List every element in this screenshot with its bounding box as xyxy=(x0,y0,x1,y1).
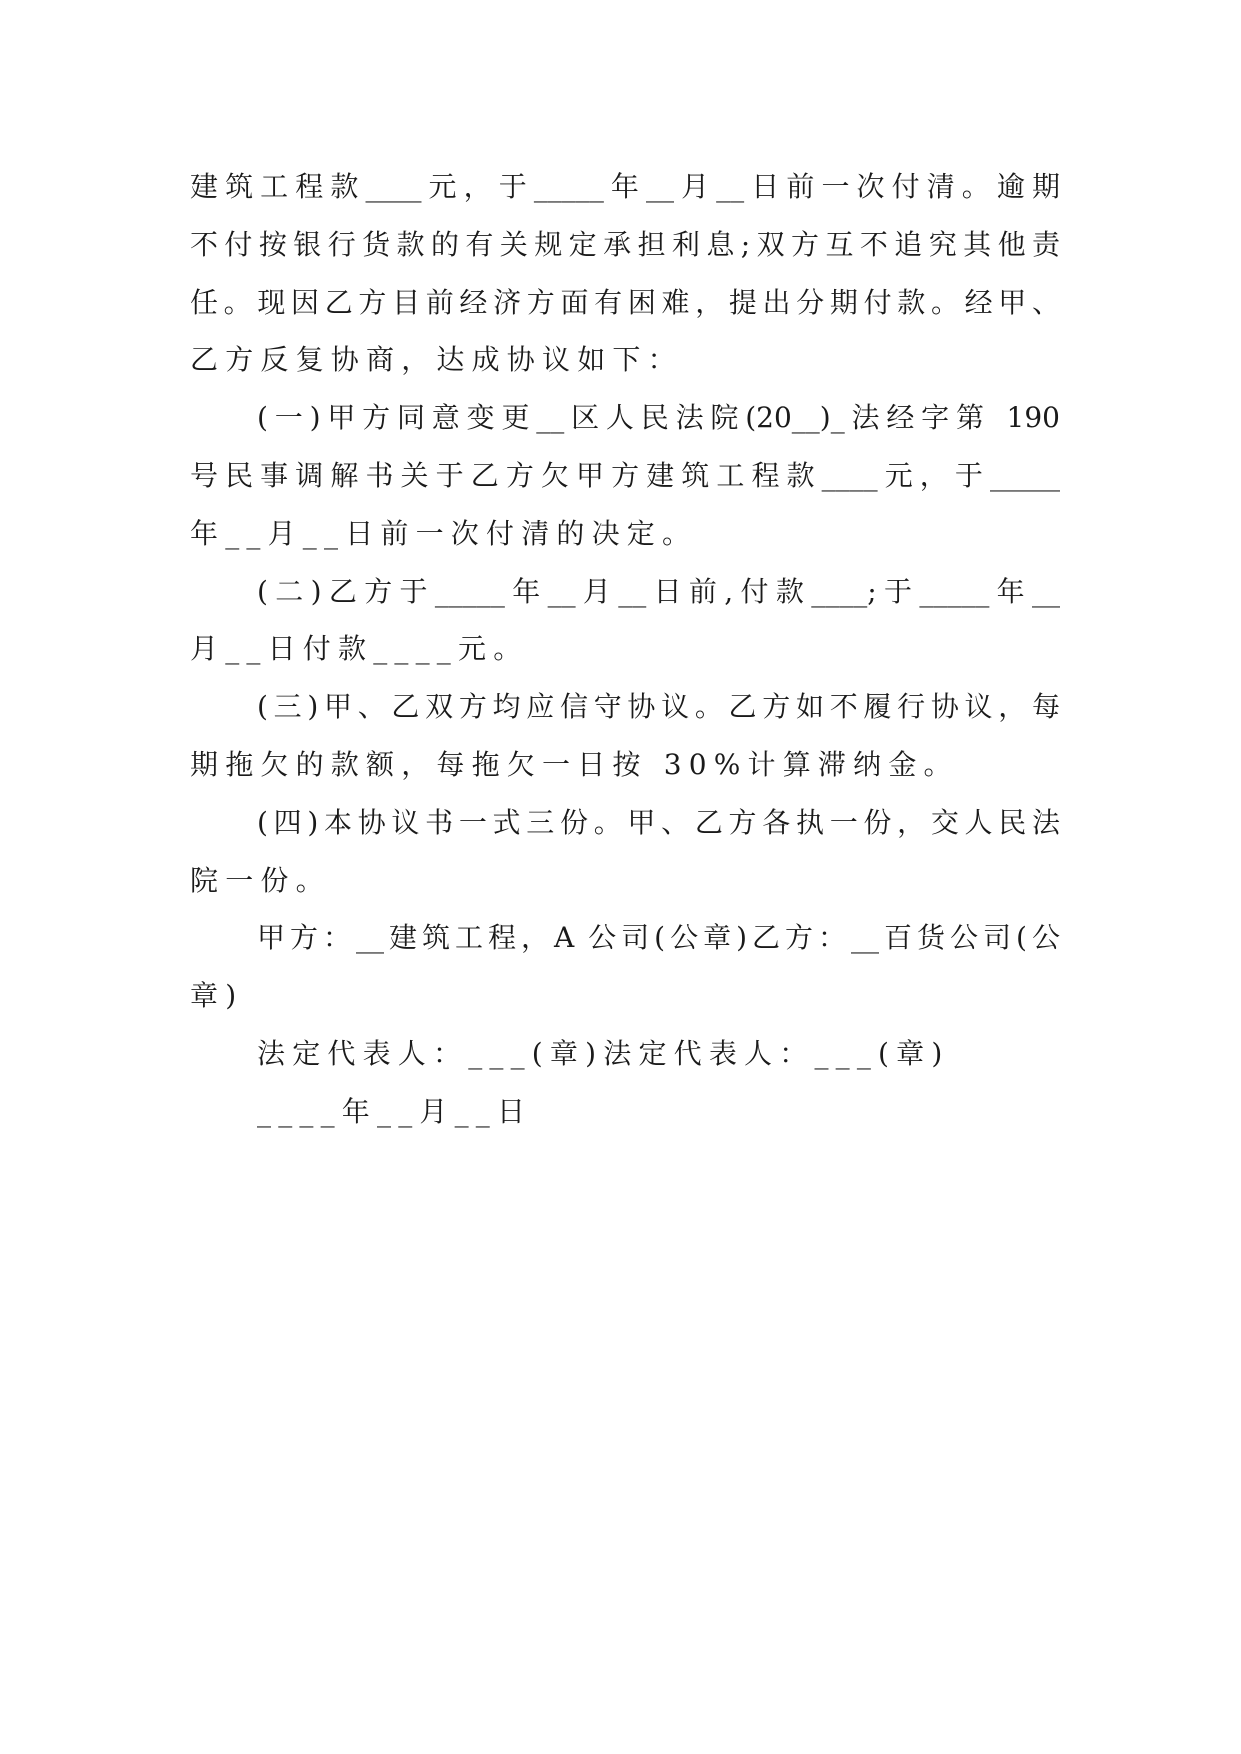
text-line: 任。现因乙方目前经济方面有困难，提出分期付款。经甲、 xyxy=(190,285,1060,319)
agreement-body xyxy=(190,158,1060,1141)
text-line: 年__月__日前一次付清的决定。 xyxy=(190,516,698,550)
clause-two: (二)乙方于_____年__月__日前,付款____;于_____年__ xyxy=(257,574,1060,608)
date-line: ____年__月__日 xyxy=(257,1094,533,1128)
text-line: 乙方反复协商，达成协议如下： xyxy=(190,343,683,377)
text-line: 期拖欠的款额，每拖欠一日按 30%计算滞纳金。 xyxy=(190,747,959,781)
text-line: 章) xyxy=(190,979,244,1013)
text-line: 建筑工程款____元，于_____年__月__日前一次付清。逾期 xyxy=(190,170,1060,203)
clause-one: (一)甲方同意变更__区人民法院(20__)_法经字第 190 xyxy=(257,401,1060,435)
clause-three: (三)甲、乙双方均应信守协议。乙方如不履行协议，每 xyxy=(257,690,1060,724)
parties-line: 甲方：__建筑工程，A 公司(公章)乙方：__百货公司(公 xyxy=(257,921,1060,955)
text-line: 号民事调解书关于乙方欠甲方建筑工程款____元，于_____ xyxy=(190,458,1060,492)
text-line: 院一份。 xyxy=(190,863,331,897)
clause-four: (四)本协议书一式三份。甲、乙方各执一份，交人民法 xyxy=(257,805,1060,839)
text-line: 不付按银行货款的有关规定承担利息;双方互不追究其他责 xyxy=(190,227,1060,261)
representatives-line: 法定代表人：___(章)法定代表人：___(章) xyxy=(257,1036,950,1070)
text-line: 月__日付款____元。 xyxy=(190,632,529,666)
